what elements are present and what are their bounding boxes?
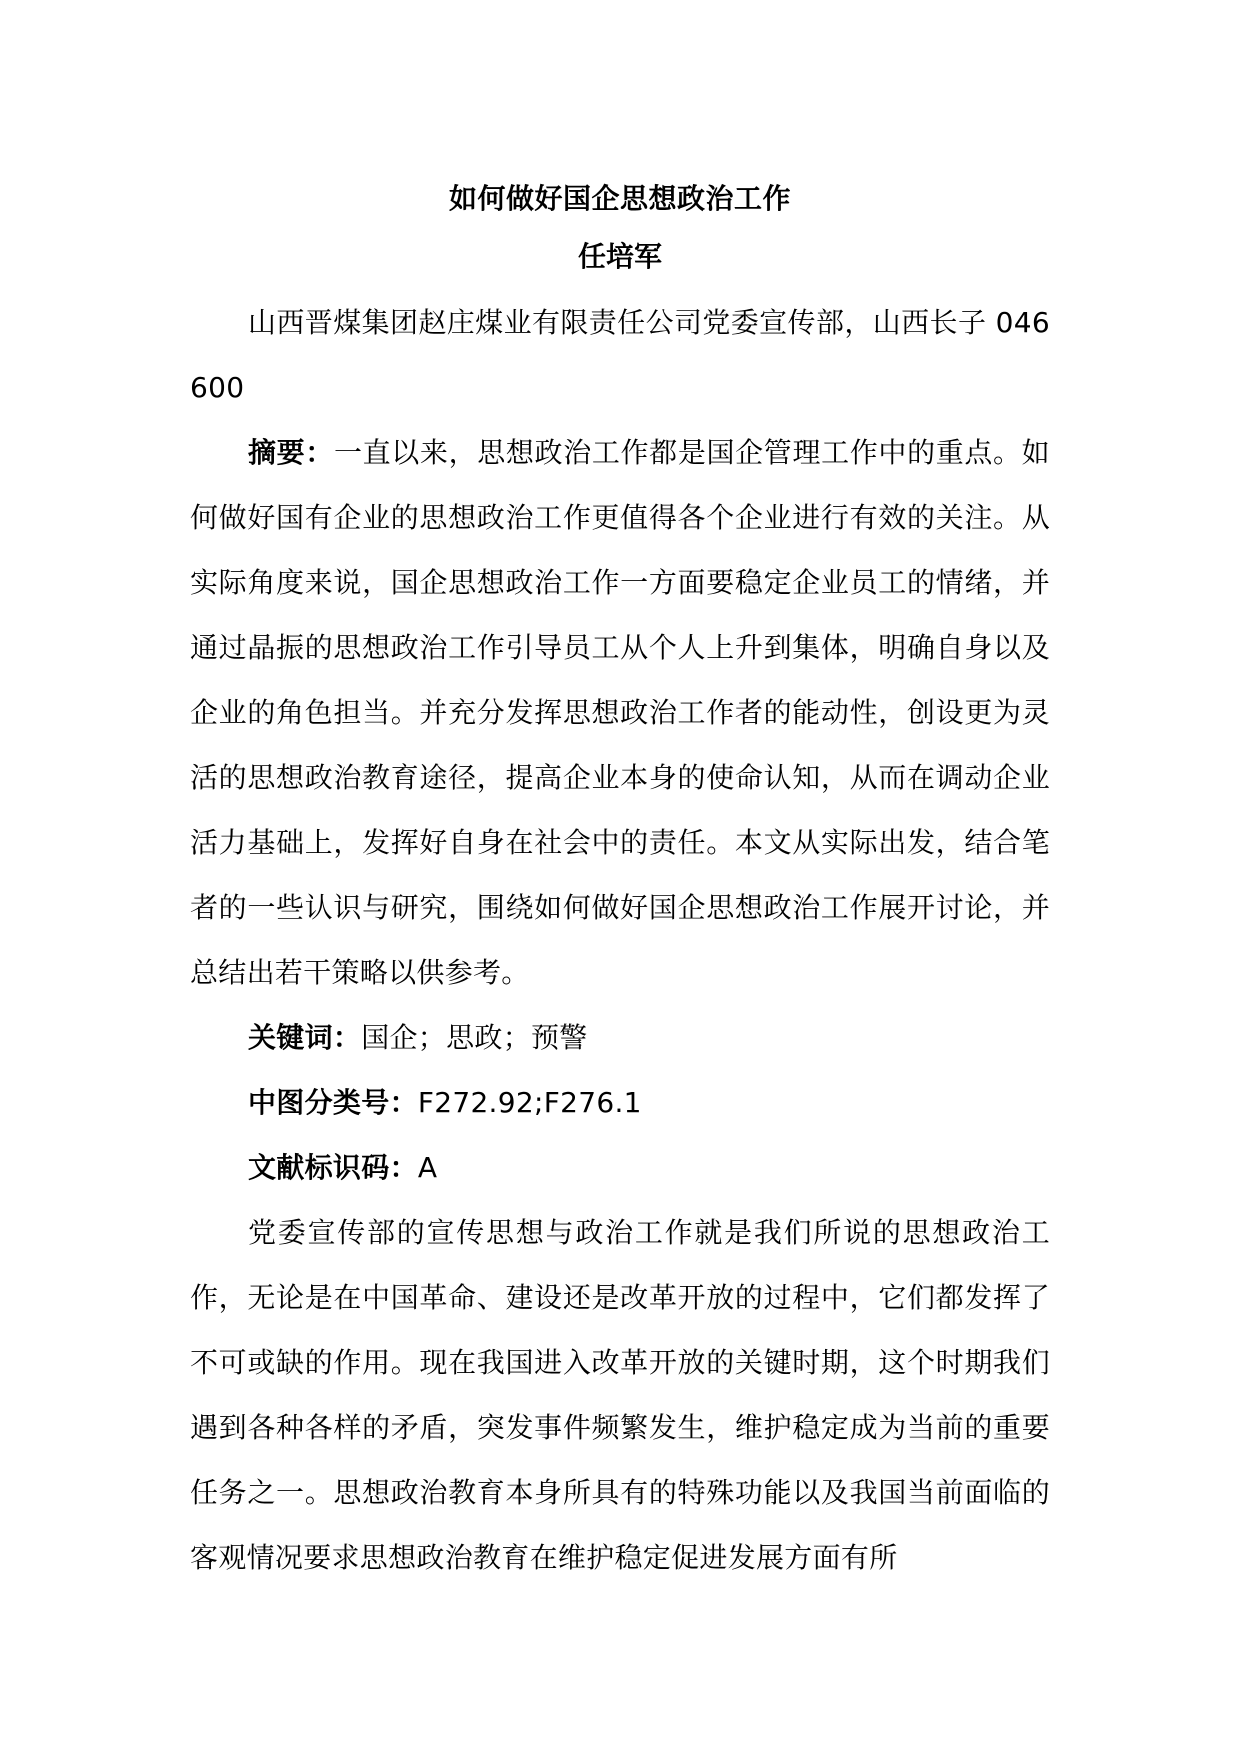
doc-code-label: 文献标识码：	[248, 1151, 418, 1184]
keywords-line	[190, 1005, 1050, 1070]
document-title: 如何做好国企思想政治工作	[448, 182, 791, 215]
keywords-label: 关键词：	[248, 1021, 362, 1054]
keywords-text: 国企；思政；预警	[361, 1021, 588, 1054]
classification-label: 中图分类号：	[248, 1086, 418, 1119]
document-content	[190, 170, 1050, 1590]
affiliation: 山西晋煤集团赵庄煤业有限责任公司党委宣传部，山西长子 046600	[190, 306, 1050, 404]
classification-line	[190, 1070, 1050, 1135]
abstract-label: 摘要：	[248, 436, 334, 469]
doc-code-text: A	[417, 1151, 438, 1184]
doc-code-line	[190, 1135, 1050, 1200]
abstract-text: 一直以来，思想政治工作都是国企管理工作中的重点。如何做好国有企业的思想政治工作更值得各个企业进行有效的关注。从实际角度来说，国企思想政治工作一方面要稳定企业员工的情绪，并通过晶振的思想政治工作引导员工从个人上升到集体，明确自身以及企业的角色担当。并充分发挥思想政治工作者的能动性，创设更为灵活的思想政治教育途径，提高企业本身的使命认知，从而在调动企业活力基础上，发挥好自身在社会中的责任。本文从实际出发，结合笔者的一些认识与研究，围绕如何做好国企思想政治工作展开讨论，并总结出若干策略以供参考。	[190, 436, 1050, 989]
body-paragraph: 党委宣传部的宣传思想与政治工作就是我们所说的思想政治工作，无论是在中国革命、建设还是改革开放的过程中，它们都发挥了不可或缺的作用。现在我国进入改革开放的关键时期，这个时期我们遇到各种各样的矛盾，突发事件频繁发生，维护稳定成为当前的重要任务之一。思想政治教育本身所具有的特殊功能以及我国当前面临的客观情况要求思想政治教育在维护稳定促进发展方面有所	[190, 1216, 1050, 1574]
author-name: 任培军	[577, 240, 662, 273]
classification-text: F272.92;F276.1	[417, 1086, 642, 1119]
abstract-paragraph	[190, 420, 1050, 1005]
